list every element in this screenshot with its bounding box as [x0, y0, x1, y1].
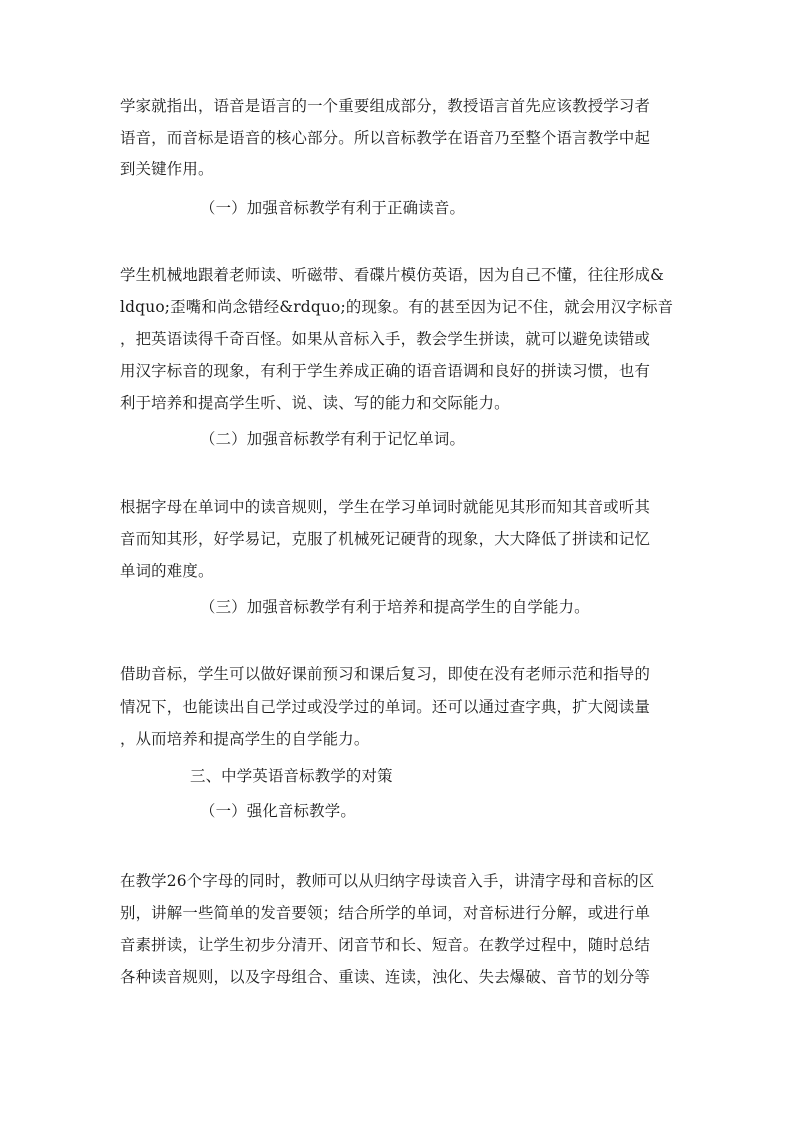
- paragraph-1-line-1: 学家就指出，语音是语言的一个重要组成部分，教授语言首先应该教授学习者: [120, 97, 651, 115]
- paragraph-5-line-4: 各种读音规则，以及字母组合、重读、连读，浊化、失去爆破、音节的划分等: [120, 968, 651, 986]
- paragraph-4-line-2: 情况下，也能读出自己学过或没学过的单词。还可以通过查字典，扩大阅读量: [120, 698, 651, 716]
- paragraph-3-line-1: 根据字母在单词中的读音规则，学生在学习单词时就能见其形而知其音或听其: [120, 498, 651, 516]
- paragraph-2-line-3: ，把英语读得千奇百怪。如果从音标入手，教会学生拼读，就可以避免读错或: [120, 330, 651, 348]
- paragraph-2-line-5: 利于培养和提高学生听、说、读、写的能力和交际能力。: [120, 394, 510, 412]
- paragraph-5-line-1: 在教学26个字母的同时，教师可以从归纳字母读音入手，讲清字母和音标的区: [120, 872, 655, 890]
- subheading-4: （一）强化音标教学。: [200, 802, 356, 820]
- paragraph-1-line-2: 语音，而音标是语音的核心部分。所以音标教学在语音乃至整个语言教学中起: [120, 129, 651, 147]
- paragraph-4-line-3: ，从而培养和提高学生的自学能力。: [120, 730, 370, 748]
- paragraph-2-line-2: ldquo;歪嘴和尚念错经&rdquo;的现象。有的甚至因为记不住，就会用汉字标音: [120, 298, 674, 316]
- paragraph-2-line-1: 学生机械地跟着老师读、听磁带、看碟片模仿英语，因为自己不懂，往往形成&: [120, 266, 664, 284]
- paragraph-5-line-2: 别，讲解一些简单的发音要领；结合所学的单词，对音标进行分解，或进行单: [120, 904, 651, 922]
- paragraph-1-line-3: 到关键作用。: [120, 160, 214, 178]
- paragraph-3-line-2: 音而知其形，好学易记，克服了机械死记硬背的现象，大大降低了拼读和记忆: [120, 530, 651, 548]
- section-heading-3: 三、中学英语音标教学的对策: [190, 767, 393, 785]
- paragraph-2-line-4: 用汉字标音的现象，有利于学生养成正确的语音语调和良好的拼读习惯，也有: [120, 362, 651, 380]
- paragraph-5-line-3: 音素拼读，让学生初步分清开、闭音节和长、短音。在教学过程中，随时总结: [120, 936, 651, 954]
- paragraph-4-line-1: 借助音标，学生可以做好课前预习和课后复习，即使在没有老师示范和指导的: [120, 665, 651, 683]
- subheading-2: （二）加强音标教学有利于记忆单词。: [200, 430, 466, 448]
- subheading-1: （一）加强音标教学有利于正确读音。: [200, 199, 466, 217]
- paragraph-3-line-3: 单词的难度。: [120, 562, 214, 580]
- subheading-3: （三）加强音标教学有利于培养和提高学生的自学能力。: [200, 598, 590, 616]
